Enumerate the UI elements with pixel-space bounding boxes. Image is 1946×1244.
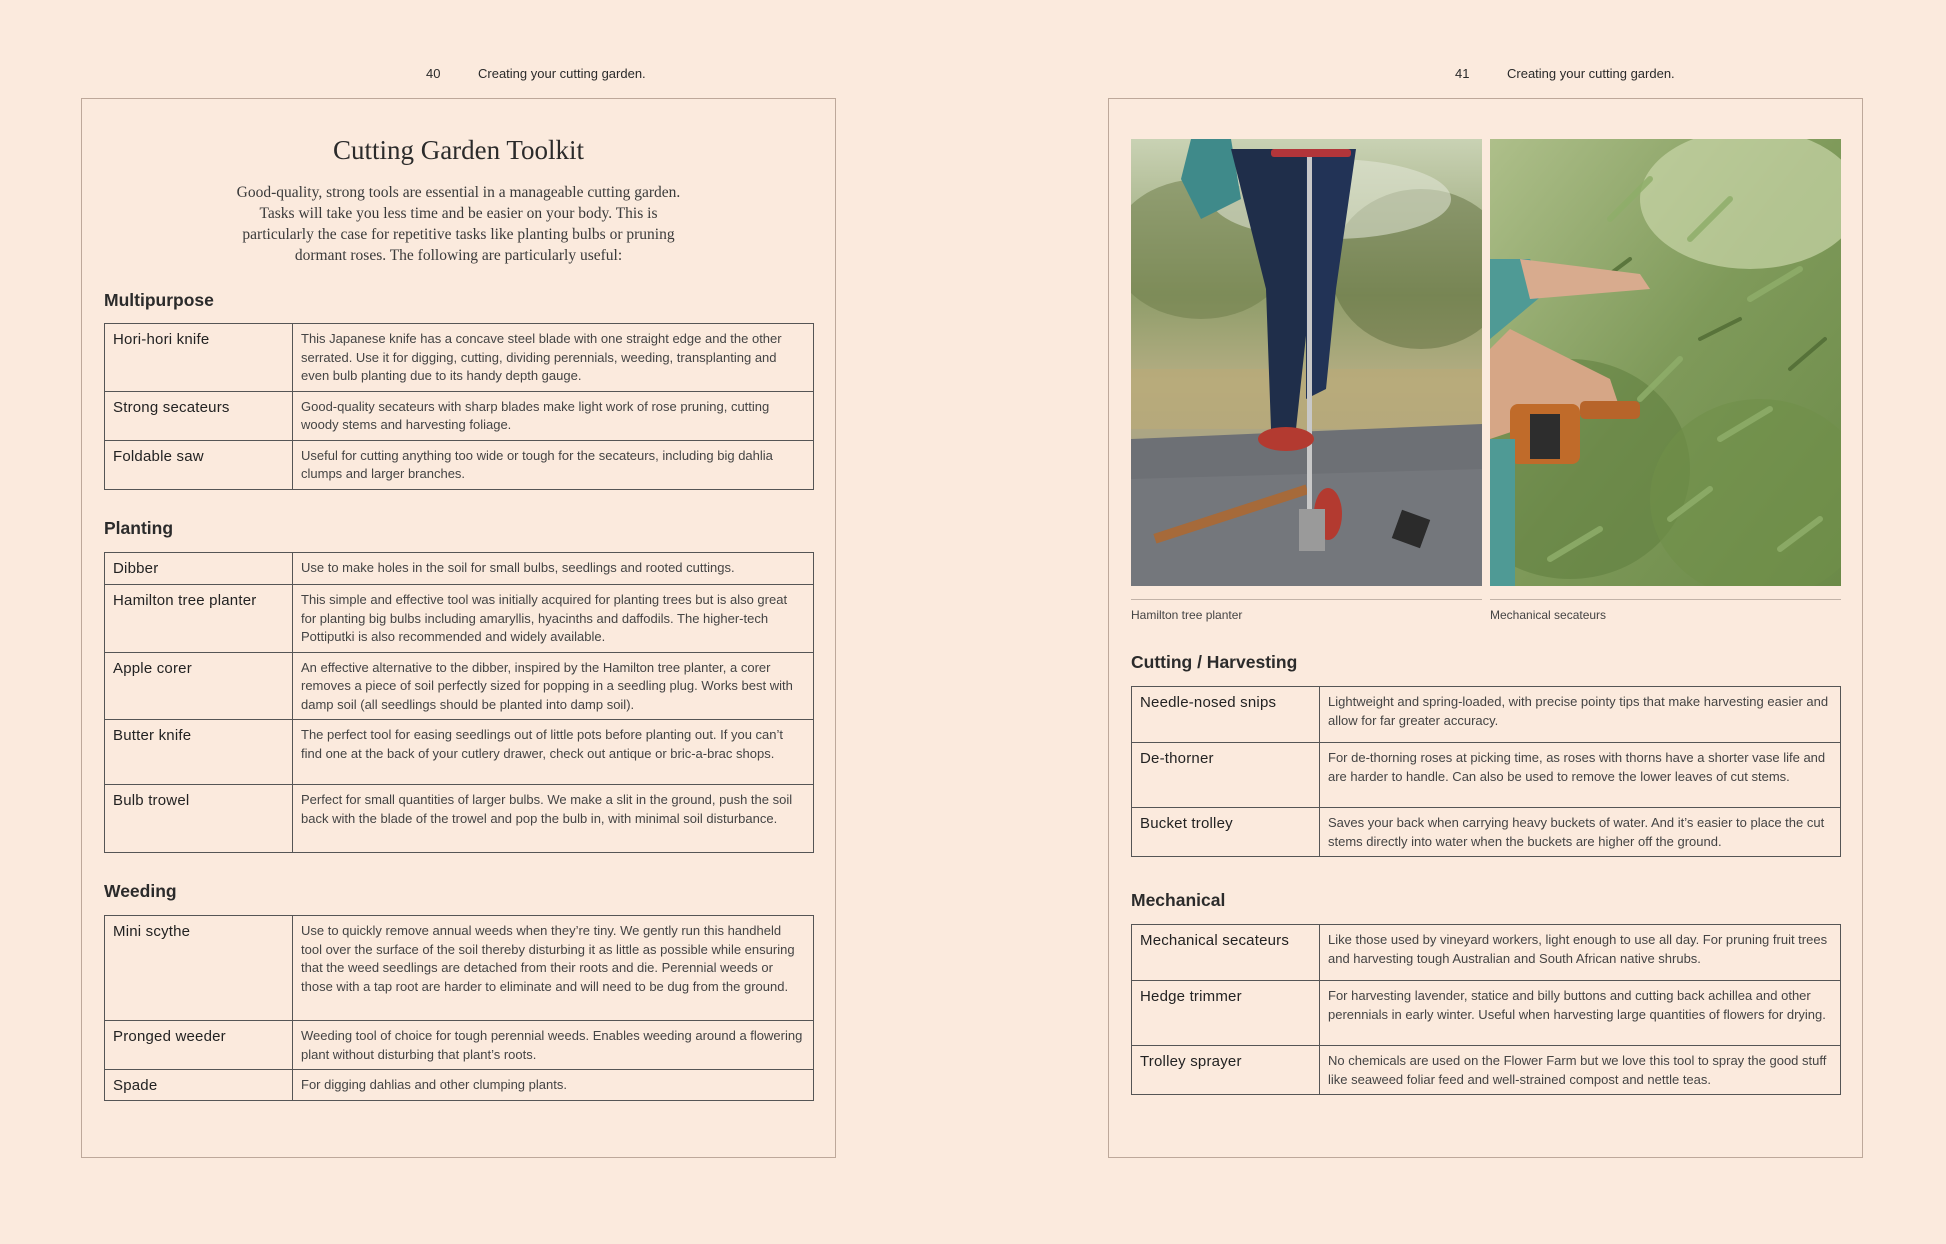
tool-description: Weeding tool of choice for tough perennial weeds. Enables weeding around a flowering plant without disturbing that plant’s roots. — [293, 1021, 814, 1070]
tool-description: Perfect for small quantities of larger bulbs. We make a slit in the ground, push the soil back with the blade of the trowel and pop the bulb in, with minimal soil disturbance. — [293, 785, 814, 853]
tool-name: Dibber — [105, 553, 293, 585]
section-heading-planting: Planting — [104, 518, 174, 538]
tool-name: Strong secateurs — [105, 391, 293, 440]
tool-name: De-thorner — [1132, 743, 1320, 808]
page-number: 41 — [1455, 66, 1470, 81]
table-row — [1132, 808, 1841, 857]
tool-name: Bucket trolley — [1132, 808, 1320, 857]
planting-table — [104, 552, 814, 853]
table-row — [105, 916, 814, 1021]
tool-name: Hori-hori knife — [105, 324, 293, 392]
photo-row — [1131, 139, 1841, 586]
section-heading-weeding: Weeding — [104, 881, 177, 901]
photo-caption: Mechanical secateurs — [1490, 599, 1841, 622]
tool-name: Mini scythe — [105, 916, 293, 1021]
tool-name: Hamilton tree planter — [105, 585, 293, 653]
running-head-text: Creating your cutting garden. — [1507, 66, 1675, 81]
tool-description: No chemicals are used on the Flower Farm but we love this tool to spray the good stuff like seaweed foliar feed and well-strained compost and nettle teas. — [1320, 1046, 1841, 1095]
left-running-head — [426, 66, 646, 81]
table-row — [105, 1021, 814, 1070]
table-row — [105, 652, 814, 720]
table-row — [105, 1070, 814, 1101]
tool-description: The perfect tool for easing seedlings out of little pots before planting out. If you can’t find one at the back of your cutlery drawer, check out antique or bric-a-brac shops. — [293, 720, 814, 785]
table-row — [105, 391, 814, 440]
tool-name: Hedge trimmer — [1132, 981, 1320, 1046]
tool-description: This Japanese knife has a concave steel blade with one straight edge and the other serrated. Use it for digging, cutting, dividing perennials, weeding, transplanting and even bulb planting due to its handy depth gauge. — [293, 324, 814, 392]
page-number: 40 — [426, 66, 441, 81]
table-row — [1132, 925, 1841, 981]
multipurpose-table — [104, 323, 814, 490]
tool-description: For digging dahlias and other clumping plants. — [293, 1070, 814, 1101]
table-row — [1132, 743, 1841, 808]
table-row — [105, 585, 814, 653]
table-row — [1132, 687, 1841, 743]
tool-description: For harvesting lavender, statice and billy buttons and cutting back achillea and other perennials in early winter. Useful when harvesting large quantities of flowers for drying. — [1320, 981, 1841, 1046]
table-row — [105, 440, 814, 489]
tool-description: Use to make holes in the soil for small bulbs, seedlings and rooted cuttings. — [293, 553, 814, 585]
page-title: Cutting Garden Toolkit — [332, 135, 585, 165]
tool-description: This simple and effective tool was initially acquired for planting trees but is also great for planting big bulbs including amaryllis, hyacinths and daffodils. The higher-tech Pottiputki is also recommended and widely available. — [293, 585, 814, 653]
photo-caption: Hamilton tree planter — [1131, 599, 1482, 622]
tool-name: Foldable saw — [105, 440, 293, 489]
left-page — [81, 98, 836, 1158]
section-heading-mechanical: Mechanical — [1131, 890, 1226, 910]
table-row — [105, 324, 814, 392]
weeding-table — [104, 915, 814, 1101]
intro-paragraph: Good-quality, strong tools are essential in a manageable cutting garden. Tasks will take you less time and be easier on your body. This is particularly the case for repetitive tasks like planting bulbs or pruning dormant roses. The following are particularly useful: — [236, 184, 681, 264]
mechanical-table — [1131, 924, 1841, 1095]
running-head-text: Creating your cutting garden. — [478, 66, 646, 81]
right-running-head — [1455, 66, 1675, 81]
right-page — [1108, 98, 1863, 1158]
tool-description: Use to quickly remove annual weeds when they’re tiny. We gently run this handheld tool over the surface of the soil thereby disturbing it as little as possible while ensuring that the weed seedlings are detached from their roots and die. Perennial weeds or those with a tap root are harder to eliminate and will need to be dug from the ground. — [293, 916, 814, 1021]
tool-description: An effective alternative to the dibber, inspired by the Hamilton tree planter, a corer removes a piece of soil perfectly sized for popping in a seedling plug. Works best with damp soil (all seedlings should be planted into damp soil). — [293, 652, 814, 720]
tool-name: Mechanical secateurs — [1132, 925, 1320, 981]
section-heading-cutting-harvesting: Cutting / Harvesting — [1131, 652, 1298, 672]
mechanical-secateurs-photo — [1490, 139, 1841, 586]
tool-description: Useful for cutting anything too wide or tough for the secateurs, including big dahlia clumps and larger branches. — [293, 440, 814, 489]
tool-description: Lightweight and spring-loaded, with precise pointy tips that make harvesting easier and allow for far greater accuracy. — [1320, 687, 1841, 743]
cutting-harvesting-table — [1131, 686, 1841, 857]
tool-name: Apple corer — [105, 652, 293, 720]
tool-name: Spade — [105, 1070, 293, 1101]
tool-name: Bulb trowel — [105, 785, 293, 853]
tool-name: Butter knife — [105, 720, 293, 785]
table-row — [1132, 1046, 1841, 1095]
hamilton-tree-planter-photo — [1131, 139, 1482, 586]
tool-description: For de-thorning roses at picking time, as roses with thorns have a shorter vase life and are harder to handle. Can also be used to remove the lower leaves of cut stems. — [1320, 743, 1841, 808]
table-row — [105, 785, 814, 853]
tool-description: Saves your back when carrying heavy buckets of water. And it’s easier to place the cut stems directly into water when the buckets are higher off the ground. — [1320, 808, 1841, 857]
section-heading-multipurpose: Multipurpose — [104, 290, 214, 310]
table-row — [105, 553, 814, 585]
tool-description: Good-quality secateurs with sharp blades make light work of rose pruning, cutting woody stems and harvesting foliage. — [293, 391, 814, 440]
tool-name: Trolley sprayer — [1132, 1046, 1320, 1095]
tool-name: Needle-nosed snips — [1132, 687, 1320, 743]
tool-description: Like those used by vineyard workers, light enough to use all day. For pruning fruit trees and harvesting tough Australian and South African native shrubs. — [1320, 925, 1841, 981]
table-row — [1132, 981, 1841, 1046]
tool-name: Pronged weeder — [105, 1021, 293, 1070]
table-row — [105, 720, 814, 785]
